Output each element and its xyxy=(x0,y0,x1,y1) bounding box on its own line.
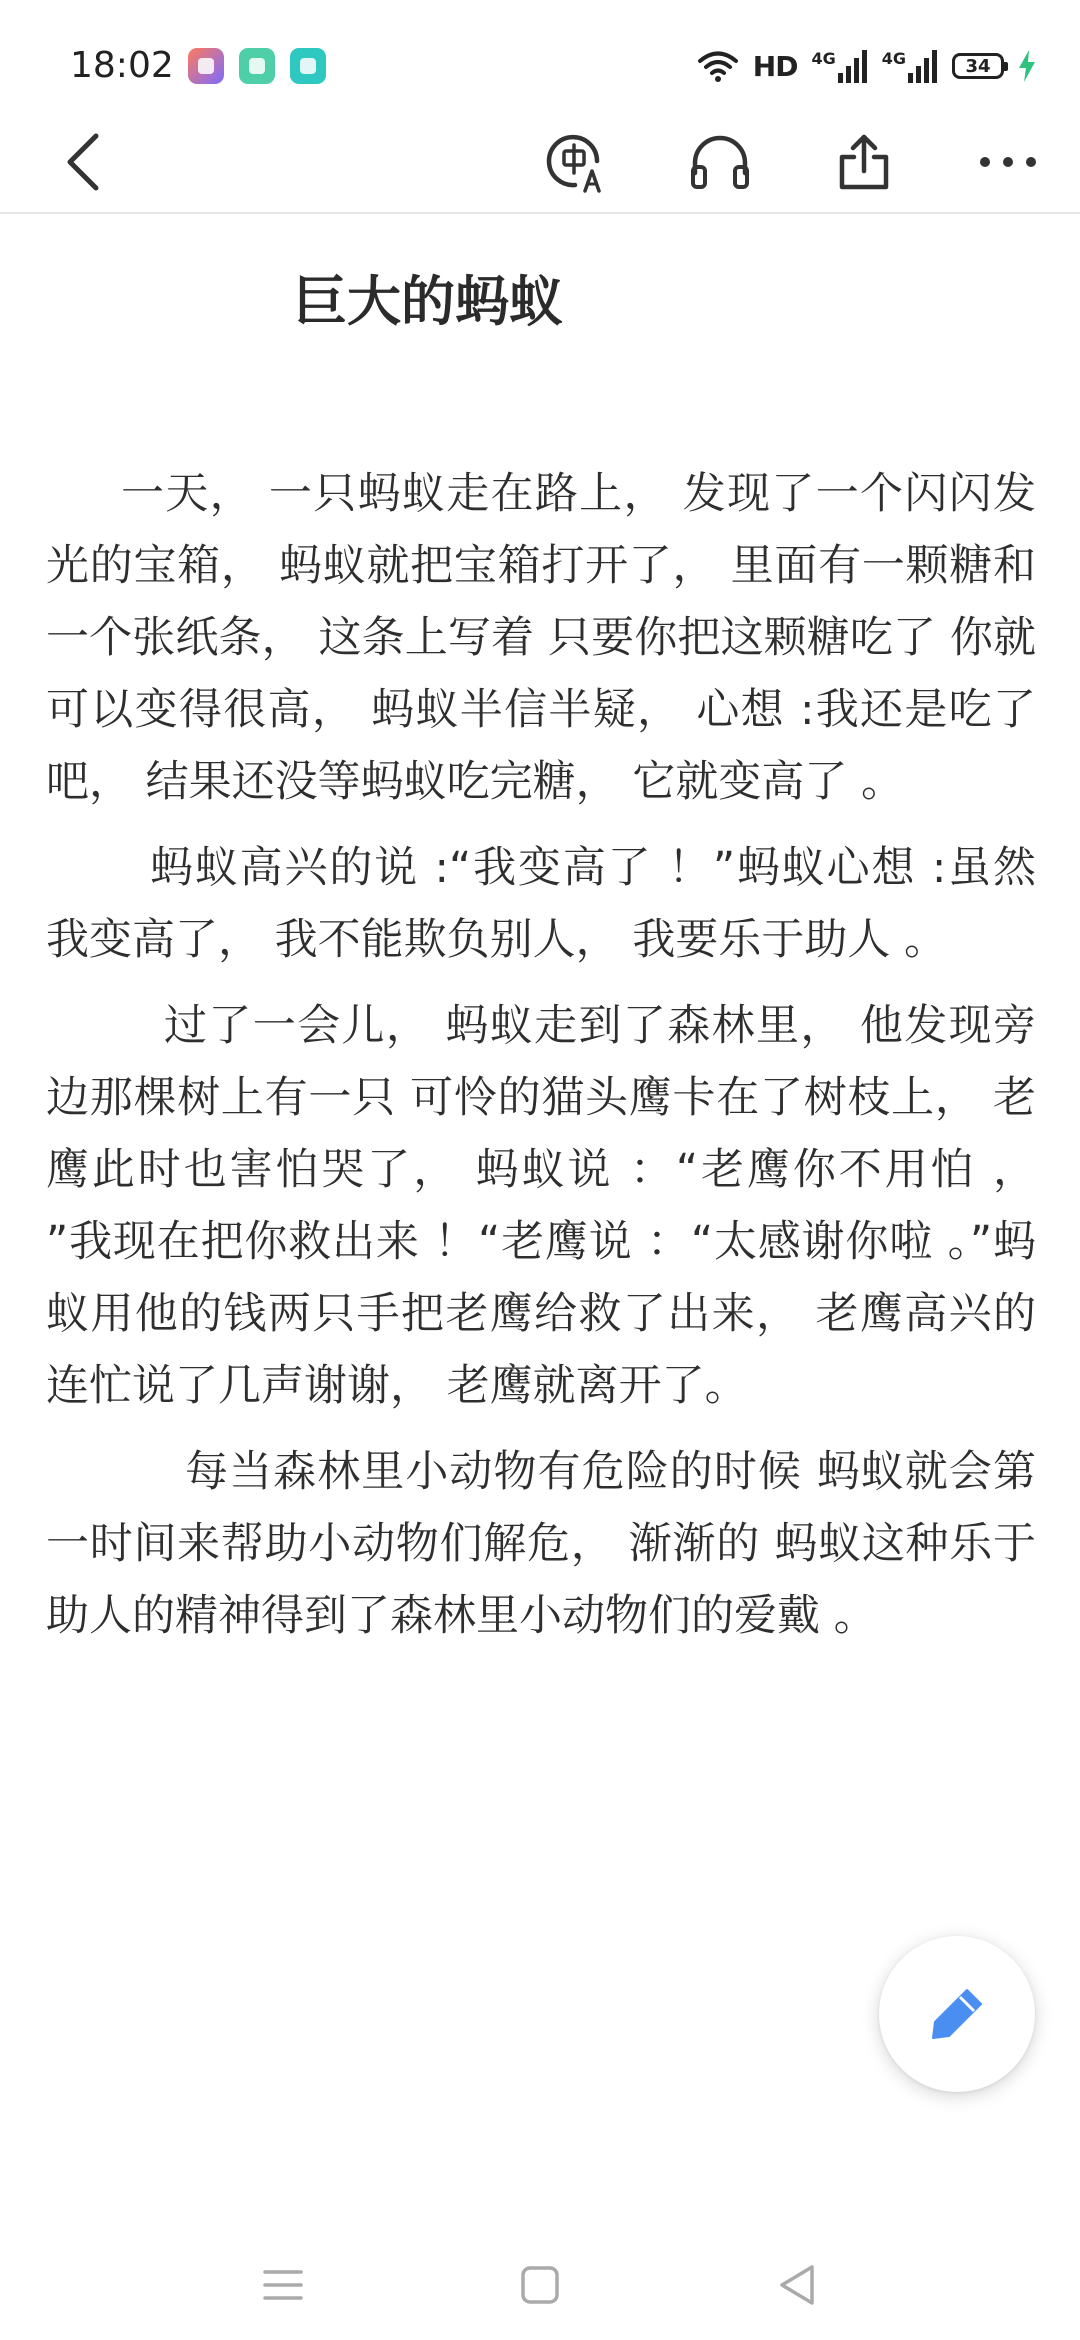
nav-back-button[interactable] xyxy=(762,2250,832,2320)
pencil-icon xyxy=(927,1984,987,2044)
translate-icon xyxy=(545,131,607,193)
paragraph: 过了一会儿， 蚂蚁走到了森林里， 他发现旁边那棵树上有一只 可怜的猫头鹰卡在了树枝上， 老鹰此时也害怕哭了， 蚂蚁说 ：“老鹰你不用怕 ， ”我现在把你救出来 ！“老鹰说 ：“太感谢你啦 。”蚂蚁用他的钱两只手把老鹰给救了出来， 老鹰高兴的连忙说了几声谢谢， 老鹰就离开了。 xyxy=(46,1001,1036,1411)
back-arrow-icon xyxy=(62,132,106,192)
headphones-icon xyxy=(689,133,751,191)
back-button[interactable] xyxy=(44,122,124,202)
signal-icon xyxy=(882,49,938,83)
signal-icon xyxy=(811,49,867,83)
app-icon-3 xyxy=(290,48,326,84)
signal-type-label-1: 4G xyxy=(811,49,836,68)
home-square-icon xyxy=(520,2265,560,2305)
more-button[interactable] xyxy=(968,122,1048,202)
app-icon-1 xyxy=(188,48,224,84)
more-icon xyxy=(978,155,1038,169)
notification-icons xyxy=(188,48,341,84)
listen-button[interactable] xyxy=(680,122,760,202)
nav-home-button[interactable] xyxy=(505,2250,575,2320)
paragraph: 蚂蚁高兴的说 :“我变高了 ！”蚂蚁心想 :虽然我变高了， 我不能欺负别人， 我要乐于助人 。 xyxy=(46,843,1036,965)
share-button[interactable] xyxy=(824,122,904,202)
status-bar xyxy=(0,0,1080,120)
share-icon xyxy=(836,133,892,191)
menu-icon xyxy=(263,2268,303,2302)
charging-icon xyxy=(1018,50,1036,82)
system-nav-bar xyxy=(0,2220,1080,2340)
app-icon-2 xyxy=(239,48,275,84)
edit-button[interactable] xyxy=(879,1936,1035,2092)
battery-level: 34 xyxy=(965,55,991,77)
paragraph: 一天， 一只蚂蚁走在路上， 发现了一个闪闪发光的宝箱， 蚂蚁就把宝箱打开了， 里面有一颗糖和一个张纸条， 这条上写着 只要你把这颗糖吃了 你就可以变得很高， 蚂蚁半信半疑， 心想 :我还是吃了吧， 结果还没等蚂蚁吃完糖， 它就变高了 。 xyxy=(46,469,1036,807)
page-title: 巨大的蚂蚁 xyxy=(293,270,563,333)
article-body xyxy=(46,458,1036,1652)
battery-icon xyxy=(952,53,1004,79)
translate-button[interactable] xyxy=(536,122,616,202)
document-content xyxy=(46,214,1036,1666)
status-time: 18:02 xyxy=(70,45,174,86)
back-triangle-icon xyxy=(777,2263,817,2307)
paragraph: 每当森林里小动物有危险的时候 蚂蚁就会第一时间来帮助小动物们解危， 渐渐的 蚂蚁这种乐于助人的精神得到了森林里小动物们的爱戴 。 xyxy=(46,1447,1036,1641)
network-type-label: HD xyxy=(752,49,798,83)
status-indicators xyxy=(683,44,1036,88)
nav-menu-button[interactable] xyxy=(248,2250,318,2320)
top-toolbar xyxy=(0,112,1080,214)
signal-type-label-2: 4G xyxy=(881,49,906,68)
wifi-icon xyxy=(697,49,739,83)
